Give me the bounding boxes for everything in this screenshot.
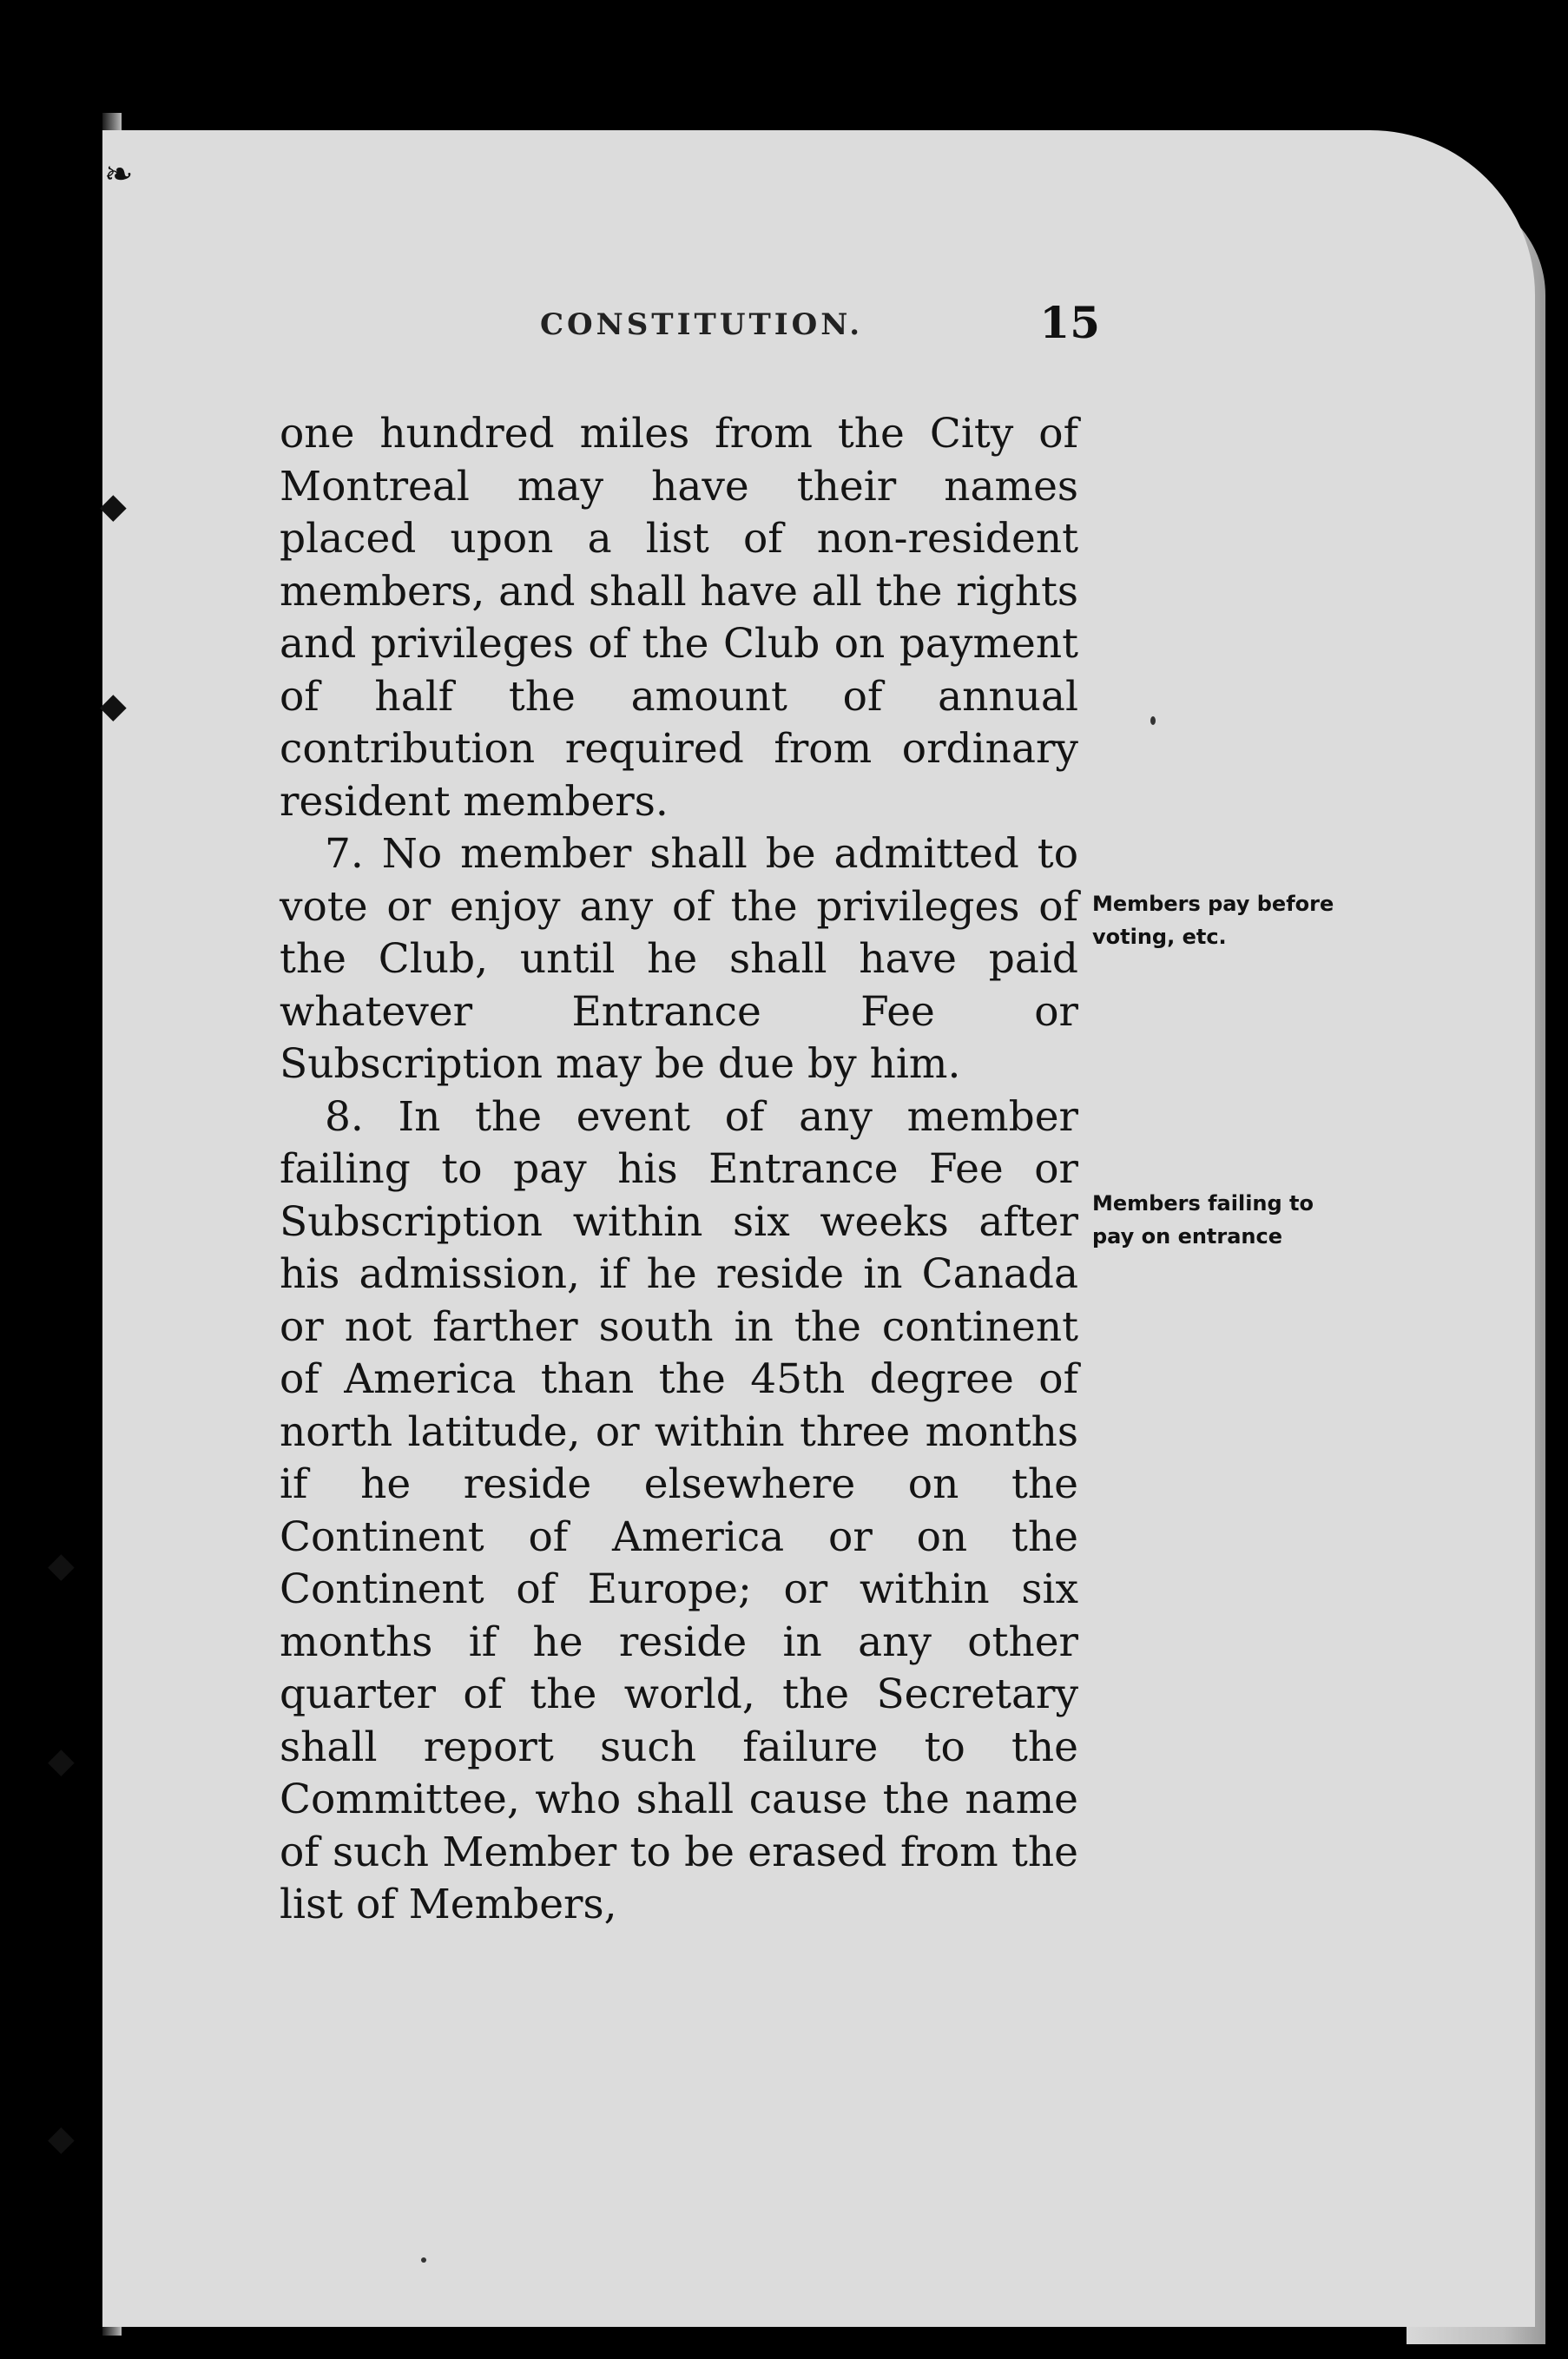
binding-mark: ◆: [48, 1741, 75, 1781]
binding-mark: ◆: [48, 1545, 75, 1585]
ink-speck: [421, 2257, 426, 2263]
binding-mark: ◆: [48, 2118, 75, 2158]
paragraph-article-7: 7. No member shall be admitted to vote or enjoy any of the privileges of the Club, until he shall have paid whatever Entrance Fee or Subscription may be due by him.: [280, 830, 1078, 1088]
page-number: 15: [1039, 297, 1100, 348]
running-title: CONSTITUTION.: [540, 307, 864, 342]
binding-mark: ◆: [100, 486, 127, 526]
page-header: [540, 297, 1100, 358]
binding-mark: ❧: [104, 155, 134, 194]
ink-speck: [1150, 716, 1156, 725]
margin-note-article-8: Members failing to pay on entrance: [1092, 1191, 1314, 1249]
paragraph-continuation: one hundred miles from the City of Montreal may have their names placed upon a list of non-resident members, and shall have all the rights and privileges of the Club on payment of half the amount of annual contribution required from ordinary resident members.: [280, 410, 1078, 826]
paragraph-article-8: 8. In the event of any member failing to pay his Entrance Fee or Subscription within six weeks after his admission, if he reside in Canada or not farther south in the continent of America than the 45th degree of north latitude, or within three months if he reside elsewhere on the Continent of America or on the Continent of Europe; or within six months if he reside in any other quarter of the world, the Secretary shall report such failure to the Committee, who shall cause the name of such Member to be erased from the list of Members,: [280, 1092, 1078, 1928]
margin-note-article-7: Members pay before voting, etc.: [1092, 892, 1334, 949]
body-text: [280, 408, 1078, 1932]
binding-mark: ◆: [100, 686, 127, 726]
